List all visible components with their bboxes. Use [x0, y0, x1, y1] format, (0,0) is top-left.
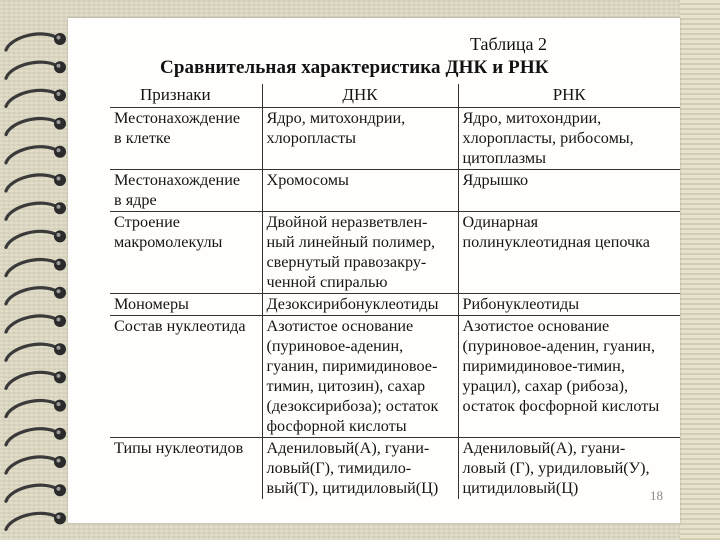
dna-cell	[262, 212, 458, 294]
binding-hole	[54, 118, 66, 130]
dna-cell	[262, 438, 458, 500]
spiral-coil	[6, 147, 58, 163]
binding-hole	[54, 259, 66, 271]
binding-hole	[54, 315, 66, 327]
cell-line: вый(Т), цитидиловый(Ц)	[266, 479, 439, 497]
cell-line: Двойной неразветвлен-	[266, 213, 428, 231]
binding-hole	[54, 428, 66, 440]
feature-cell	[110, 438, 262, 500]
feature-cell	[110, 170, 262, 212]
binding-hole	[54, 230, 66, 242]
binding-hole-highlight	[57, 120, 61, 124]
cell-line: в ядре	[114, 191, 157, 209]
binding-hole	[54, 287, 66, 299]
binding-hole-highlight	[57, 459, 61, 463]
binding-hole	[54, 512, 66, 524]
rna-cell	[458, 170, 680, 212]
cell-line: (дезоксирибоза); остаток	[266, 397, 439, 415]
cell-line: ный линейный полимер,	[266, 233, 436, 251]
cell-line: (пуриновое-аденин, гуанин,	[462, 337, 655, 355]
binding-hole-highlight	[57, 289, 61, 293]
cell-line: Ядро, митохондрии,	[462, 109, 602, 127]
cell-line: ловый(Г), тимидило-	[266, 459, 412, 477]
spiral-coil	[6, 513, 58, 529]
cell-line: хлоропласты, рибосомы,	[462, 129, 634, 147]
spiral-coil	[6, 344, 58, 360]
binding-hole-highlight	[57, 64, 61, 68]
spiral-coil	[6, 119, 58, 135]
binding-hole-highlight	[57, 148, 61, 152]
binding-hole-highlight	[57, 318, 61, 322]
cell-line: хлоропласты	[266, 129, 357, 147]
binding-hole	[54, 146, 66, 158]
table-heading: Сравнительная характеристика ДНК и РНК	[160, 57, 549, 78]
feature-cell	[110, 294, 262, 316]
spiral-coil	[6, 34, 58, 50]
cell-line: Ядрышко	[462, 171, 529, 189]
binding-hole-highlight	[57, 346, 61, 350]
column-header-features: Признаки	[110, 84, 262, 108]
spiral-coil	[6, 203, 58, 219]
cell-line: гуанин, пиримидиновое-	[266, 357, 438, 375]
cell-line: тимин, цитозин), сахар	[266, 377, 426, 395]
cell-line: Рибонуклеотиды	[462, 295, 580, 313]
dna-cell	[262, 108, 458, 170]
cell-line: Типы нуклеотидов	[114, 439, 244, 457]
table-header-row	[110, 84, 680, 108]
cell-line: урацил), сахар (рибоза),	[462, 377, 629, 395]
cell-line: Адениловый(А), гуани-	[266, 439, 430, 457]
feature-cell	[110, 212, 262, 294]
binding-hole	[54, 33, 66, 45]
binding-hole-highlight	[57, 430, 61, 434]
table-row	[110, 212, 680, 294]
table-caption: Таблица 2	[470, 34, 547, 54]
cell-line: пиримидиновое-тимин,	[462, 357, 625, 375]
spiral-coil	[6, 457, 58, 473]
cell-line: Дезоксирибонуклеотиды	[266, 295, 439, 313]
rna-cell	[458, 438, 680, 500]
spiral-coil	[6, 288, 58, 304]
feature-cell	[110, 108, 262, 170]
table-row	[110, 108, 680, 170]
paper-edge-texture	[680, 0, 720, 540]
binding-hole	[54, 456, 66, 468]
binding-hole-highlight	[57, 36, 61, 40]
cell-line: в клетке	[114, 129, 171, 147]
cell-line: Одинарная	[462, 213, 539, 231]
table-row	[110, 316, 680, 438]
feature-cell	[110, 316, 262, 438]
binding-hole-highlight	[57, 515, 61, 519]
dna-cell	[262, 294, 458, 316]
binding-hole	[54, 61, 66, 73]
binding-hole	[54, 400, 66, 412]
table-row	[110, 294, 680, 316]
cell-line: (пуриновое-аденин,	[266, 337, 404, 355]
dna-cell	[262, 170, 458, 212]
binding-hole-highlight	[57, 402, 61, 406]
binding-hole-highlight	[57, 177, 61, 181]
binding-hole-highlight	[57, 92, 61, 96]
binding-hole	[54, 343, 66, 355]
spiral-coil	[6, 90, 58, 106]
cell-line: цитоплазмы	[462, 149, 546, 167]
binding-hole-highlight	[57, 374, 61, 378]
binding-hole-highlight	[57, 261, 61, 265]
cell-line: Строение	[114, 213, 180, 231]
column-header-dna: ДНК	[262, 84, 458, 108]
cell-line: Ядро, митохондрии,	[266, 109, 406, 127]
cell-line: полинуклеотидная цепочка	[462, 233, 650, 251]
binding-hole	[54, 174, 66, 186]
cell-line: Местонахождение	[114, 109, 241, 127]
binding-hole	[54, 202, 66, 214]
table-row	[110, 438, 680, 500]
binding-hole-highlight	[57, 205, 61, 209]
cell-line: Мономеры	[114, 295, 189, 313]
rna-cell	[458, 108, 680, 170]
cell-line: Адениловый(А), гуани-	[462, 439, 626, 457]
cell-line: цитидиловый(Ц)	[462, 479, 579, 497]
spiral-coil	[6, 401, 58, 417]
cell-line: ловый (Г), уридиловый(У),	[462, 459, 650, 477]
cell-line: остаток фосфорной кислоты	[462, 397, 660, 415]
spiral-coil	[6, 316, 58, 332]
cell-line: Азотистое основание	[266, 317, 414, 335]
rna-cell	[458, 316, 680, 438]
spiral-coil	[6, 260, 58, 276]
cell-line: ченной спиралью	[266, 273, 388, 291]
spiral-coil	[6, 62, 58, 78]
column-header-rna: РНК	[458, 84, 680, 108]
cell-line: Местонахождение	[114, 171, 241, 189]
table-row	[110, 170, 680, 212]
binding-hole	[54, 484, 66, 496]
binding-hole	[54, 371, 66, 383]
rna-cell	[458, 294, 680, 316]
spiral-coil	[6, 175, 58, 191]
spiral-coil	[6, 429, 58, 445]
dna-cell	[262, 316, 458, 438]
spiral-coil	[6, 485, 58, 501]
spiral-coil	[6, 372, 58, 388]
comparison-table	[110, 84, 680, 499]
spiral-coil	[6, 231, 58, 247]
cell-line: фосфорной кислоты	[266, 417, 407, 435]
binding-hole	[54, 89, 66, 101]
binding-hole-highlight	[57, 233, 61, 237]
cell-line: Азотистое основание	[462, 317, 610, 335]
rna-cell	[458, 212, 680, 294]
cell-line: Состав нуклеотида	[114, 317, 246, 335]
cell-line: свернутый правозакру-	[266, 253, 427, 271]
page-number: 18	[650, 488, 663, 503]
cell-line: Хромосомы	[266, 171, 349, 189]
binding-hole-highlight	[57, 487, 61, 491]
cell-line: макромолекулы	[114, 233, 223, 251]
